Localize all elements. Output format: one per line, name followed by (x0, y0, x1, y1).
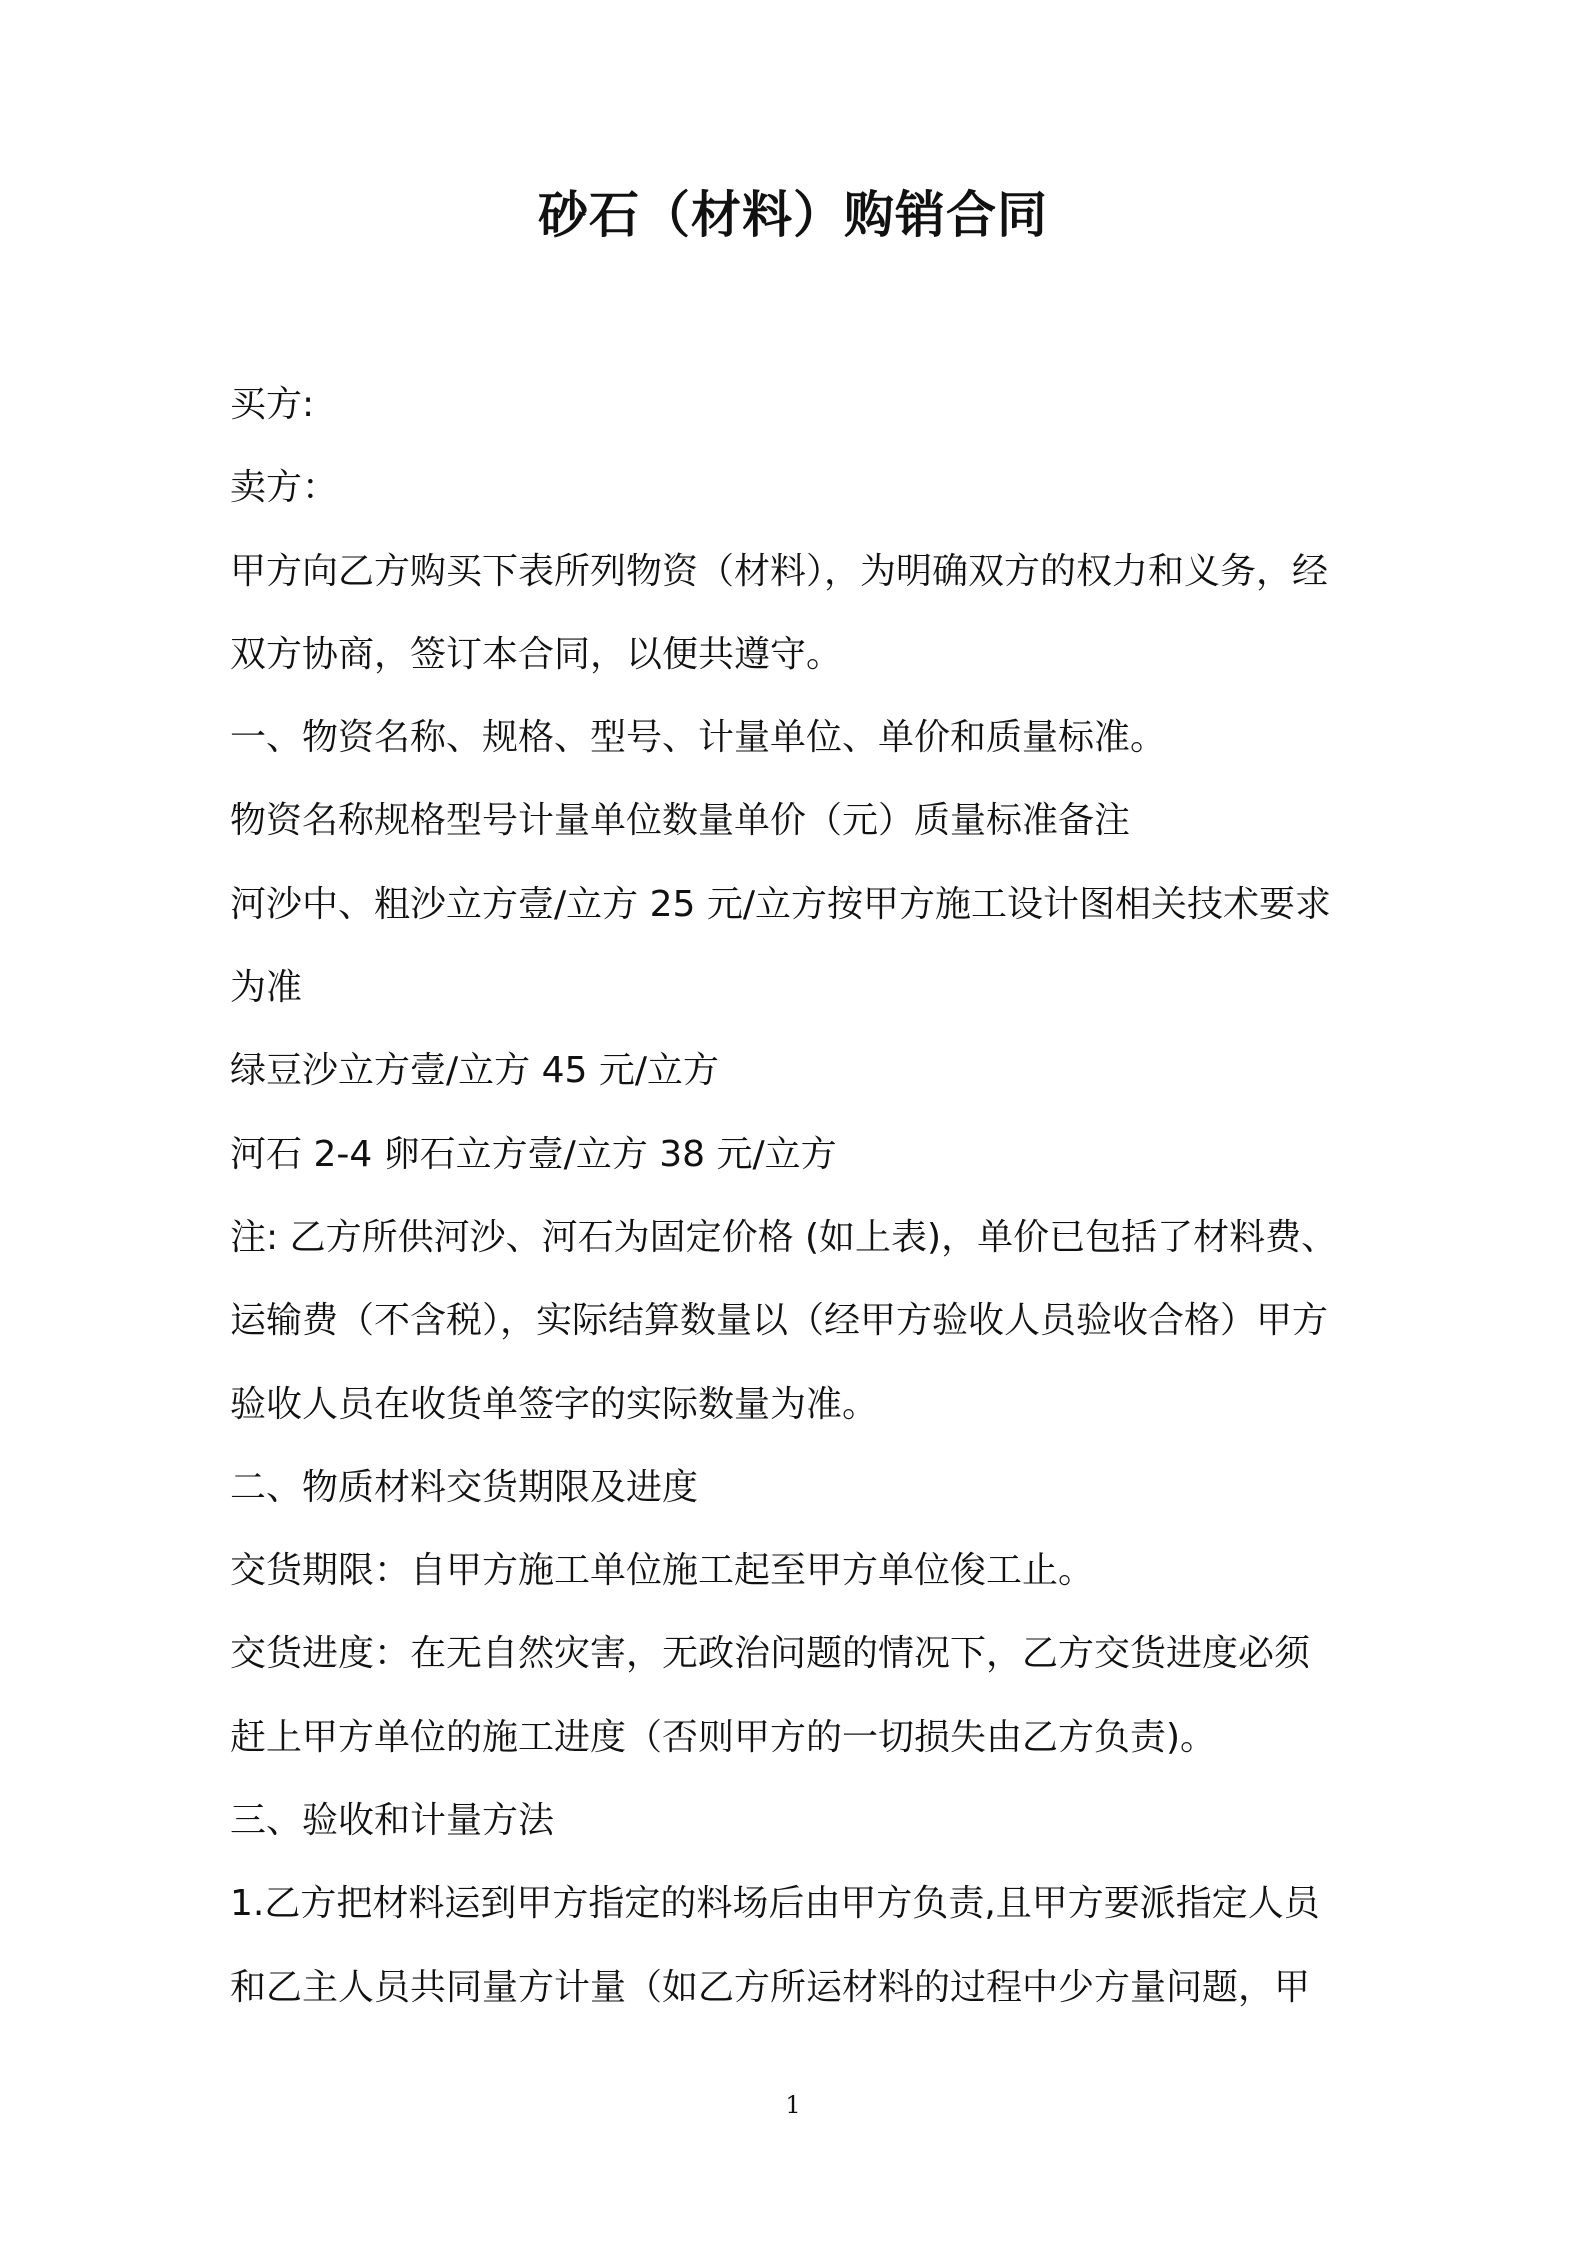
section-heading: 三、验收和计量方法 (230, 1800, 555, 1842)
material-row-line: 河石 2-4 卵石立方壹/立方 38 元/立方 (230, 1133, 837, 1175)
seller-line: 卖方： (230, 467, 339, 509)
paragraph-line: 交货期限：自甲方施工单位施工起至甲方单位俊工止。 (230, 1550, 1095, 1592)
note-line: 注: 乙方所供河沙、河石为固定价格 (如上表)，单价已包括了材料费、 (230, 1216, 1338, 1258)
buyer-line: 买方: (230, 384, 315, 425)
section-heading: 二、物质材料交货期限及进度 (230, 1466, 699, 1508)
page-number: 1 (785, 2091, 801, 2119)
note-line: 运输费（不含税），实际结算数量以（经甲方验收人员验收合格）甲方 (230, 1300, 1329, 1342)
note-line: 验收人员在收货单签字的实际数量为准。 (230, 1383, 879, 1425)
paragraph-line: 和乙主人员共同量方计量（如乙方所运材料的过程中少方量问题，甲 (230, 1966, 1311, 2008)
section-heading: 一、物资名称、规格、型号、计量单位、单价和质量标准。 (230, 717, 1167, 759)
document-body (230, 375, 1380, 2041)
paragraph-line: 交货进度：在无自然灾害，无政治问题的情况下，乙方交货进度必须 (230, 1633, 1311, 1675)
material-row-line: 为准 (230, 967, 303, 1009)
paragraph-line: 双方协商，签订本合同，以便共遵守。 (230, 633, 843, 675)
material-row-line: 绿豆沙立方壹/立方 45 元/立方 (230, 1050, 719, 1092)
paragraph-line: 甲方向乙方购买下表所列物资（材料），为明确双方的权力和义务，经 (230, 550, 1329, 592)
document-title: 砂石（材料）购销合同 (538, 186, 1048, 244)
paragraph-line: 赶上甲方单位的施工进度（否则甲方的一切损失由乙方负责)。 (230, 1716, 1217, 1758)
table-header-line: 物资名称规格型号计量单位数量单价（元）质量标准备注 (230, 800, 1131, 842)
paragraph-line: 1.乙方把材料运到甲方指定的料场后由甲方负责,且甲方要派指定人员 (230, 1883, 1320, 1925)
material-row-line: 河沙中、粗沙立方壹/立方 25 元/立方按甲方施工设计图相关技术要求 (230, 883, 1331, 925)
